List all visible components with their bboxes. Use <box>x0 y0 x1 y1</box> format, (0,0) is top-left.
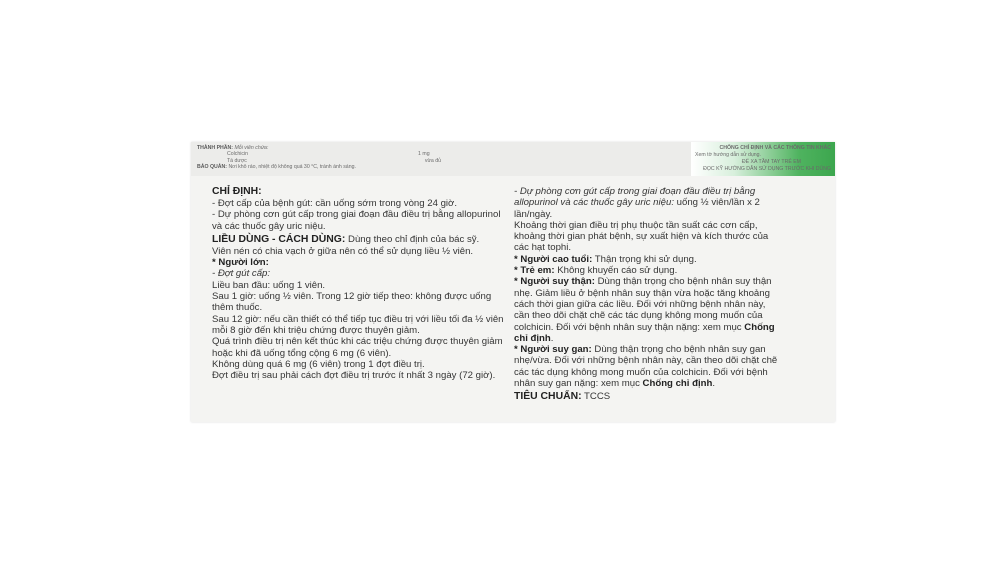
elderly-text: Thận trọng khi sử dụng. <box>594 253 697 265</box>
hepatic-ref: Chống chỉ định <box>642 378 713 390</box>
dose-line-3: Sau 12 giờ: nếu cần thiết có thể tiếp tục điều trị với liều tối đa ½ viên mỗi 8 giờ đến khi triệu chứng được thuyên giảm. <box>212 313 504 336</box>
contra-text: Xem tờ hướng dẫn sử dụng. <box>695 152 761 158</box>
indication-1: - Đợt cấp của bệnh gút: cần uống sớm trong vòng 24 giờ. <box>212 198 458 209</box>
acute-label: - Đợt gút cấp: <box>212 268 271 280</box>
dose-line-2: Sau 1 giờ: uống ½ viên. Trong 12 giờ tiếp theo: không được uống thêm thuốc. <box>212 291 492 314</box>
right-column: - Dự phòng cơn gút cấp trong giai đoạn đầu điều trị bằng allopurinol và các thuốc gây uric niệu: uống ½ viên/lần x 2 lần/ngày. Khoảng thời gian điều trị phụ thuộc tần suất các cơn cấp, khoảng thời gian phát bệnh, sự xuất hiện và kích thước của các hạt tophi. * Người cao tuổi: Thận trọng khi sử dụng. * Trẻ em: Không khuyến cáo sử dụng. * Người suy thận: Dùng thận trọng cho bệnh nhân suy thận nhẹ. Giảm liều ở bệnh nhân suy thận vừa hoặc tăng khoảng cách thời gian giữa các liều. Đối với những bệnh nhân này, cần theo dõi chặt chẽ các tác dụng không mong muốn của colchicin. Đối với bệnh nhân suy thận nặng: xem mục Chống chỉ định. * Người suy gan: Dùng thận trọng cho bệnh nhân suy gan nhẹ/vừa. Đối với những bệnh nhân này, cần theo dõi chặt chẽ các tác dụng không mong muốn của colchicin. Đối với bệnh nhân suy gan nặng: xem mục Chống chỉ định. TIÊU CHUẨN: TCCS <box>514 186 782 403</box>
dose-line-1: Liều ban đầu: uống 1 viên. <box>212 279 326 291</box>
package-top-strip <box>191 142 835 176</box>
child-label: * Trẻ em: <box>514 265 555 277</box>
ingredients-sub: Mỗi viên chứa: <box>234 145 269 151</box>
dosage-note: Viên nén có chia vạch ở giữa nên có thể sử dụng liều ½ viên. <box>212 245 474 257</box>
warning-children: ĐỂ XA TẦM TAY TRẺ EM <box>741 159 801 165</box>
adult-label: * Người lớn: <box>212 257 269 269</box>
interval-text: Khoảng thời gian điều trị phụ thuộc tần suất các cơn cấp, khoảng thời gian phát bệnh, sự xuất hiện và kích thước của các hạt tophi. <box>514 219 769 254</box>
indication-2: - Dự phòng cơn gút cấp trong giai đoạn đầu điều trị bằng allopurinol và các thuốc gây uric niệu. <box>212 209 501 232</box>
hepatic-text: Dùng thận trọng cho bệnh nhân suy gan nhẹ/vừa. Đối với những bệnh nhân này, cần theo dõi chặt chẽ các tác dụng không mong muốn của colchicin. Đối với bệnh nhân suy gan nặng: xem mục <box>514 344 778 390</box>
ingredients-label: THÀNH PHẦN: <box>197 145 234 151</box>
renal-text: Dùng thận trọng cho bệnh nhân suy thận nhẹ. Giảm liều ở bệnh nhân suy thận vừa hoặc tăng khoảng cách thời gian giữa các liều. Đối với những bệnh nhân này, cần theo dõi chặt chẽ các tác dụng không mong muốn của colchicin. Đối với bệnh nhân suy thận nặng: xem mục <box>514 276 772 333</box>
renal-ref: Chống chỉ định <box>514 321 775 344</box>
standard-label: TIÊU CHUẨN: <box>514 391 582 403</box>
child-text: Không khuyến cáo sử dụng. <box>557 265 678 277</box>
elderly-label: * Người cao tuổi: <box>514 253 593 265</box>
ingredient-colchicin-qty: 1 mg <box>418 151 430 158</box>
dose-line-4: Quá trình điều trị nên kết thúc khi các triệu chứng được thuyên giảm hoặc khi đã uống tổng cộng 6 mg (6 viên). <box>212 336 503 359</box>
prevent-dose: uống ½ viên/lần x 2 lần/ngày. <box>514 197 760 220</box>
dose-line-6: Đợt điều trị sau phải cách đợt điều trị trước ít nhất 3 ngày (72 giờ). <box>212 370 496 382</box>
standard-value: TCCS <box>584 391 611 403</box>
storage-label: BẢO QUẢN: <box>197 164 227 171</box>
renal-label: * Người suy thận: <box>514 276 595 288</box>
hepatic-label: * Người suy gan: <box>514 344 592 356</box>
dosage-intro: Dùng theo chỉ định của bác sỹ. <box>348 233 480 245</box>
warning-read: ĐỌC KỸ HƯỚNG DẪN SỬ DỤNG TRƯỚC KHI DÙNG <box>703 166 831 172</box>
contra-block <box>531 145 831 173</box>
contra-title: CHỐNG CHỈ ĐỊNH VÀ CÁC THÔNG TIN KHÁC <box>719 145 831 151</box>
dose-line-5: Không dùng quá 6 mg (6 viên) trong 1 đợt điều trị. <box>212 358 425 370</box>
ingredients-block <box>197 145 441 171</box>
excipient: Tá dược <box>227 157 247 164</box>
storage-text: Nơi khô ráo, nhiệt độ không quá 30 °C, tránh ánh sáng. <box>228 164 356 171</box>
prevent-text: - Dự phòng cơn gút cấp trong giai đoạn đầu điều trị bằng allopurinol và các thuốc gây uric niệu: <box>514 186 756 209</box>
indication-title: CHỈ ĐỊNH: <box>212 186 262 197</box>
excipient-qty: vừa đủ <box>424 157 442 164</box>
ingredient-colchicin: Colchicin <box>227 151 249 158</box>
left-column <box>212 186 504 381</box>
dosage-title: LIỀU DÙNG - CÁCH DÙNG: <box>212 233 346 245</box>
